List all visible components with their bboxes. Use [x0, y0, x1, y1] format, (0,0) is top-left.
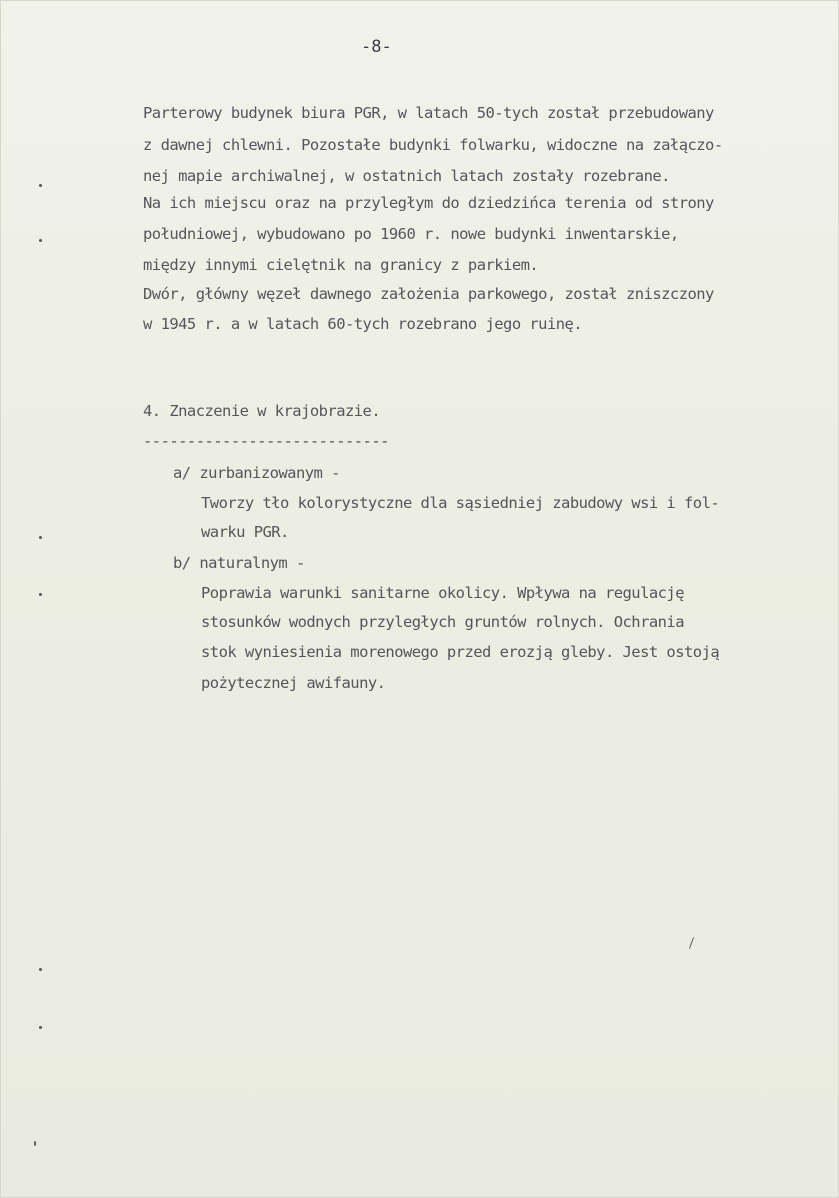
section-heading: 4. Znaczenie w krajobrazie.: [143, 402, 381, 420]
item-b-label: b/ naturalnym -: [173, 554, 305, 572]
item-a-text-line: Tworzy tło kolorystyczne dla sąsiedniej zabudowy wsi i fol-: [201, 494, 720, 512]
paragraph-line: Dwór, główny węzeł dawnego założenia parkowego, został zniszczony: [143, 285, 714, 303]
paragraph-line: między innymi cielętnik na granicy z parkiem.: [143, 256, 539, 274]
paragraph-line: z dawnej chlewni. Pozostałe budynki folwarku, widoczne na załączo-: [143, 136, 723, 154]
margin-mark: [39, 239, 42, 242]
margin-mark: [34, 1141, 36, 1146]
item-b-text-line: Poprawia warunki sanitarne okolicy. Wpływa na regulację: [201, 584, 684, 602]
paragraph-line: Parterowy budynek biura PGR, w latach 50-tych został przebudowany: [143, 104, 714, 122]
item-b-text-line: stok wyniesienia morenowego przed erozją gleby. Jest ostoją: [201, 643, 720, 661]
margin-mark: [39, 184, 42, 187]
item-b-text-line: pożytecznej awifauny.: [201, 674, 386, 692]
item-a-text-line: warku PGR.: [201, 523, 289, 541]
paragraph-line: Na ich miejscu oraz na przyległym do dziedzińca terenia od strony: [143, 194, 714, 212]
item-a-label: a/ zurbanizowanym -: [173, 464, 340, 482]
margin-mark: [39, 593, 42, 596]
margin-mark: [39, 968, 42, 971]
paragraph-line: nej mapie archiwalnej, w ostatnich latach zostały rozebrane.: [143, 167, 670, 185]
section-heading-underline: ----------------------------: [143, 432, 389, 450]
paragraph-line: w 1945 r. a w latach 60-tych rozebrano jego ruinę.: [143, 315, 583, 333]
margin-mark: [39, 536, 42, 539]
item-b-text-line: stosunków wodnych przyległych gruntów rolnych. Ochrania: [201, 613, 684, 631]
paragraph-line: południowej, wybudowano po 1960 r. nowe budynki inwentarskie,: [143, 225, 679, 243]
margin-mark: [39, 1026, 42, 1029]
stray-mark: [689, 937, 694, 949]
page-number: -8-: [361, 37, 392, 57]
